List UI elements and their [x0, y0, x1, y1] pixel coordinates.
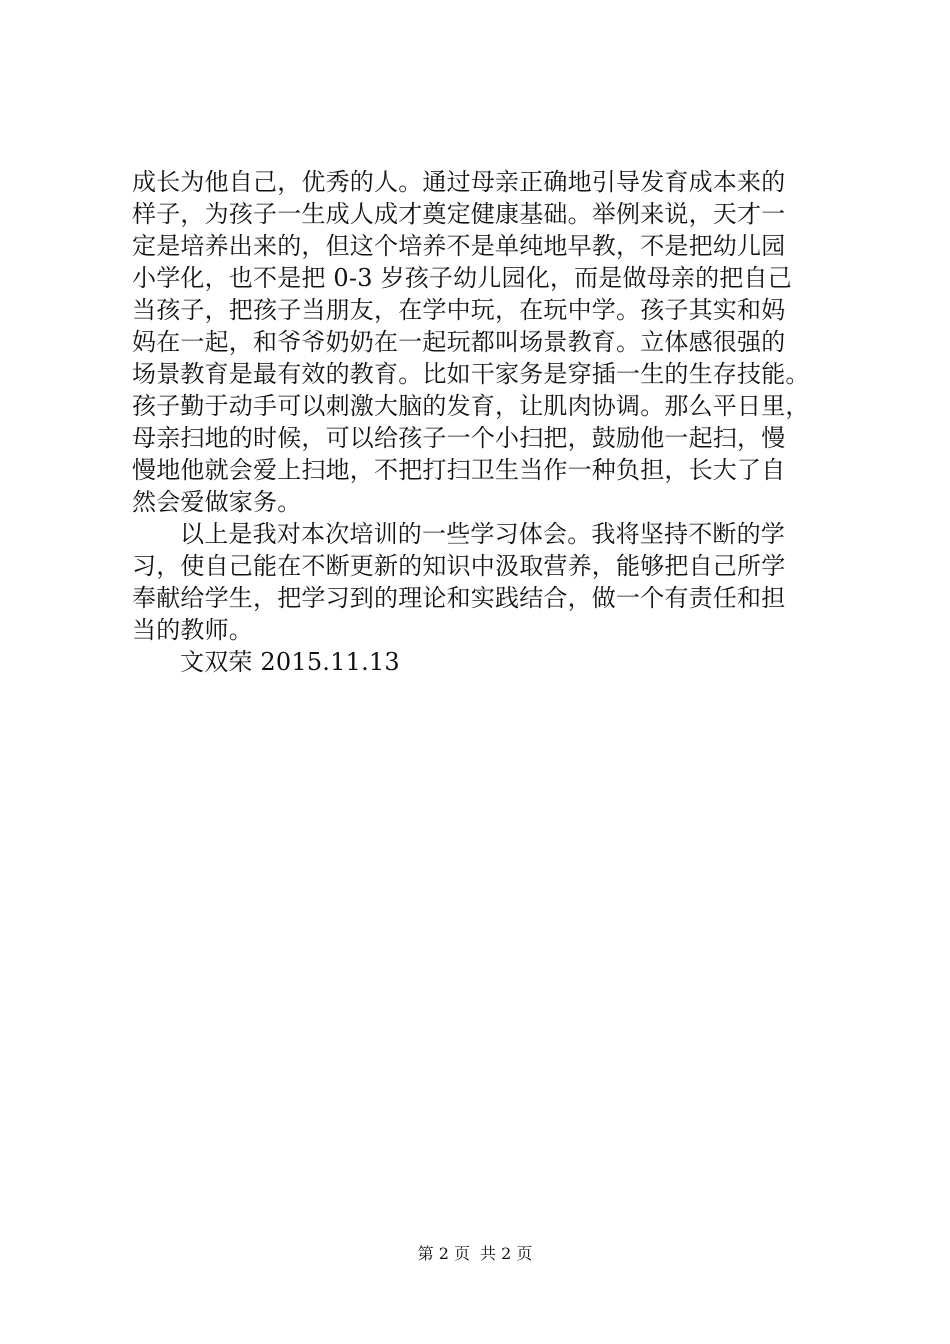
paragraph-1-line: 定是培养出来的，但这个培养不是单纯地早教，不是把幼儿园	[132, 232, 786, 260]
paragraph-1-line: 然会爱做家务。	[132, 488, 302, 516]
paragraph-2-line: 奉献给学生，把学习到的理论和实践结合，做一个有责任和担	[132, 584, 786, 612]
paragraph-1-line: 母亲扫地的时候，可以给孩子一个小扫把，鼓励他一起扫，慢	[132, 424, 786, 452]
paragraph-1-line: 场景教育是最有效的教育。比如干家务是穿插一生的生存技能。	[132, 360, 810, 388]
page-number: 第 2 页	[417, 1244, 470, 1263]
signature-line: 文双荣 2015.11.13	[180, 648, 400, 676]
paragraph-2-line: 当的教师。	[132, 616, 253, 644]
document-body	[132, 166, 852, 678]
page-total: 共 2 页	[480, 1244, 533, 1263]
paragraph-1-line: 成长为他自己，优秀的人。通过母亲正确地引导发育成本来的	[132, 168, 786, 196]
paragraph-1-line: 慢地他就会爱上扫地，不把打扫卫生当作一种负担，长大了自	[132, 456, 786, 484]
paragraph-2-line: 习，使自己能在不断更新的知识中汲取营养，能够把自己所学	[132, 552, 786, 580]
paragraph-1-line: 妈在一起，和爷爷奶奶在一起玩都叫场景教育。立体感很强的	[132, 328, 786, 356]
paragraph-2-line: 以上是我对本次培训的一些学习体会。我将坚持不断的学	[180, 520, 785, 548]
paragraph-1-line: 样子，为孩子一生成人成才奠定健康基础。举例来说，天才一	[132, 200, 786, 228]
paragraph-1-line: 当孩子，把孩子当朋友，在学中玩，在玩中学。孩子其实和妈	[132, 296, 786, 324]
paragraph-1-line: 小学化，也不是把 0-3 岁孩子幼儿园化，而是做母亲的把自己	[132, 264, 792, 292]
page-footer	[0, 1244, 950, 1264]
paragraph-1-line: 孩子勤于动手可以刺激大脑的发育，让肌肉协调。那么平日里，	[132, 392, 810, 420]
